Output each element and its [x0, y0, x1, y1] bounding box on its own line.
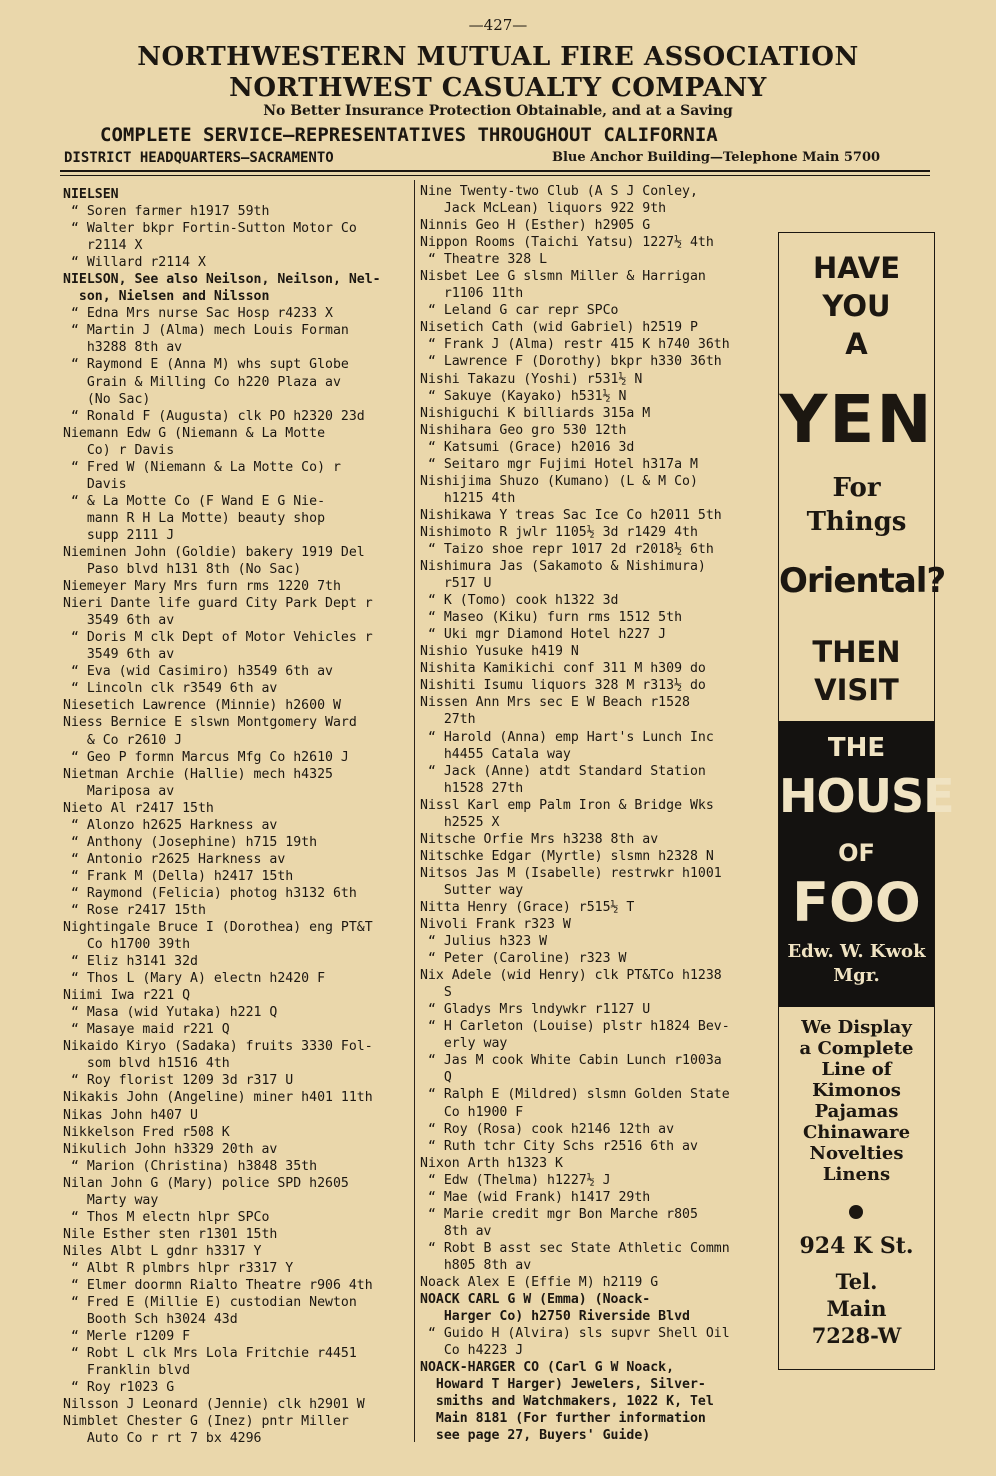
- listing-line: smiths and Watchmakers, 1022 K, Tel: [420, 1394, 714, 1410]
- listing-line: “ Peter (Caroline) r323 W: [420, 951, 627, 967]
- listing-line: “ Sakuye (Kayako) h531½ N: [420, 388, 627, 404]
- listing-line: “ Leland G car repr SPCo: [420, 303, 619, 319]
- listing-line: Niemeyer Mary Mrs furn rms 1220 7th: [63, 579, 341, 595]
- listing-line: “ Merle r1209 F: [63, 1329, 191, 1345]
- listing-line: Nilan John G (Mary) police SPD h2605: [63, 1175, 349, 1191]
- listing-line: “ Soren farmer h1917 59th: [63, 204, 270, 220]
- listing-line: Nishimoto R jwlr 1105½ 3d r1429 4th: [420, 524, 698, 540]
- listing-line: “ Geo P formn Marcus Mfg Co h2610 J: [63, 749, 349, 765]
- listing-line: Main 8181 (For further information: [420, 1411, 706, 1427]
- ad-display-line: Line of: [821, 1059, 892, 1080]
- listing-line: “ Jack (Anne) atdt Standard Station: [420, 763, 706, 779]
- listing-line: Nikaido Kiryo (Sadaka) fruits 3330 Fol-: [63, 1039, 373, 1055]
- listing-line: Nitschke Edgar (Myrtle) slsmn h2328 N: [420, 848, 714, 864]
- header-title-2: NORTHWEST CASUALTY COMPANY: [229, 73, 767, 103]
- listing-line: Q: [420, 1070, 452, 1086]
- listing-line: “ Walter bkpr Fortin-Sutton Motor Co: [63, 221, 357, 237]
- header-service: COMPLETE SERVICE—REPRESENTATIVES THROUGHOUT CALIFORNIA: [100, 124, 718, 146]
- ad-owner: Edw. W. Kwok: [787, 941, 926, 962]
- listing-line: “ Theatre 328 L: [420, 252, 548, 268]
- header-district: DISTRICT HEADQUARTERS—SACRAMENTO: [64, 150, 334, 166]
- listing-line: “ Alonzo h2625 Harkness av: [63, 817, 278, 833]
- listing-line: 3549 6th av: [63, 647, 175, 663]
- ad-display-line: Linens: [822, 1164, 891, 1185]
- left-column-listings: [63, 186, 413, 1447]
- listing-line: “ Roy (Rosa) cook h2146 12th av: [420, 1121, 675, 1137]
- listing-line: “ Julius h323 W: [420, 934, 548, 950]
- ad-top-panel: [779, 233, 946, 721]
- listing-line: “ Katsumi (Grace) h2016 3d: [420, 439, 635, 455]
- listing-line: “ Seitaro mgr Fujimi Hotel h317a M: [420, 456, 698, 472]
- listing-line: 3549 6th av: [63, 613, 175, 629]
- listing-line: Ninnis Geo H (Esther) h2905 G: [420, 218, 651, 234]
- listing-line: h1528 27th: [420, 780, 524, 796]
- listing-line: mann R H La Motte) beauty shop: [63, 510, 326, 526]
- ad-have: HAVE: [813, 251, 900, 285]
- listing-line: “ H Carleton (Louise) plstr h1824 Bev-: [420, 1019, 730, 1035]
- header-rule: [60, 170, 930, 172]
- listing-line: “ Marion (Christina) h3848 35th: [63, 1158, 318, 1174]
- listing-line: Jack McLean) liquors 922 9th: [420, 201, 667, 217]
- listing-line: “ Albt R plmbrs hlpr r3317 Y: [63, 1260, 294, 1276]
- listing-line: Co h4223 J: [420, 1343, 524, 1359]
- listing-line: Franklin blvd: [63, 1363, 191, 1379]
- listing-line: Nishiguchi K billiards 315a M: [420, 405, 651, 421]
- listing-line: “ Gladys Mrs lndywkr r1127 U: [420, 1002, 651, 1018]
- header-building: Blue Anchor Building—Telephone Main 5700: [552, 150, 881, 165]
- listing-line: Nikkelson Fred r508 K: [63, 1124, 230, 1140]
- listing-line: r1106 11th: [420, 286, 524, 302]
- ad-a: A: [845, 327, 868, 361]
- listing-line: “ Edna Mrs nurse Sac Hosp r4233 X: [63, 306, 333, 322]
- listing-line: h3288 8th av: [63, 340, 183, 356]
- ad-you: YOU: [822, 289, 891, 323]
- ad-the: THE: [827, 733, 886, 763]
- ad-house: HOUSE: [779, 769, 954, 823]
- listing-line: “ Thos L (Mary A) electn h2420 F: [63, 971, 326, 987]
- listing-line: “ K (Tomo) cook h1322 3d: [420, 593, 619, 609]
- listing-line: Nieri Dante life guard City Park Dept r: [63, 596, 373, 612]
- listing-line: Howard T Harger) Jewelers, Silver-: [420, 1377, 706, 1393]
- listing-line: Nikakis John (Angeline) miner h401 11th: [63, 1090, 373, 1106]
- listing-line: “ Masa (wid Yutaka) h221 Q: [63, 1005, 278, 1021]
- listing-line: “ Eva (wid Casimiro) h3549 6th av: [63, 664, 333, 680]
- ad-display-line: Chinaware: [802, 1122, 911, 1143]
- listing-line: Davis: [63, 476, 127, 492]
- listing-line: Nikulich John h3329 20th av: [63, 1141, 278, 1157]
- listing-line: Niess Bernice E slswn Montgomery Ward: [63, 715, 357, 731]
- listing-line: “ Jas M cook White Cabin Lunch r1003a: [420, 1053, 722, 1069]
- listing-line: Co h1700 39th: [63, 937, 191, 953]
- listing-line: “ Anthony (Josephine) h715 19th: [63, 834, 318, 850]
- listing-line: Niimi Iwa r221 Q: [63, 988, 191, 1004]
- listing-line: Co h1900 F: [420, 1104, 524, 1120]
- ad-manager: Mgr.: [833, 965, 880, 986]
- ad-display-line: Pajamas: [814, 1101, 899, 1122]
- listing-line: NIELSEN: [63, 187, 119, 202]
- listing-line: Marty way: [63, 1192, 159, 1208]
- listing-line: Co) r Davis: [63, 442, 175, 458]
- ad-bottom-panel: [779, 1007, 934, 1369]
- listing-line: Nishi Takazu (Yoshi) r531½ N: [420, 371, 643, 387]
- header-rule-thin: [60, 175, 930, 176]
- ad-of: OF: [838, 839, 875, 867]
- listing-line: Nieto Al r2417 15th: [63, 800, 214, 816]
- listing-line: som blvd h1516 4th: [63, 1056, 230, 1072]
- listing-line: r517 U: [420, 576, 492, 592]
- listing-line: Nishita Kamikichi conf 311 M h309 do: [420, 661, 706, 677]
- ad-oriental: Oriental?: [779, 561, 946, 601]
- listing-line: “ Harold (Anna) emp Hart's Lunch Inc: [420, 729, 714, 745]
- listing-line: Nishikawa Y treas Sac Ice Co h2011 5th: [420, 507, 722, 523]
- listing-line: “ Elmer doormn Rialto Theatre r906 4th: [63, 1278, 373, 1293]
- listing-line: “ Fred E (Millie E) custodian Newton: [63, 1295, 357, 1311]
- ad-display-line: We Display: [801, 1017, 912, 1038]
- listing-line: “ Lincoln clk r3549 6th av: [63, 681, 278, 697]
- listing-line: “ Ruth tchr City Schs r2516 6th av: [420, 1138, 698, 1154]
- listing-line: h4455 Catala way: [420, 746, 571, 762]
- listing-line: Noack Alex E (Effie M) h2119 G: [420, 1275, 659, 1290]
- listing-line: Nissen Ann Mrs sec E W Beach r1528: [420, 695, 690, 711]
- listing-line: NOACK-HARGER CO (Carl G W Noack,: [420, 1360, 675, 1376]
- listing-line: Mariposa av: [63, 783, 175, 799]
- ad-foo: FOO: [792, 871, 921, 934]
- listing-line: Nivoli Frank r323 W: [420, 917, 571, 933]
- ad-display-line: Kimonos: [812, 1080, 901, 1101]
- ad-visit: VISIT: [814, 673, 899, 707]
- listing-line: Grain & Milling Co h220 Plaza av: [63, 374, 341, 390]
- listing-line: see page 27, Buyers' Guide): [420, 1428, 651, 1444]
- listing-line: Nine Twenty-two Club (A S J Conley,: [420, 184, 698, 199]
- ad-tel-line: 7228-W: [811, 1323, 902, 1348]
- listing-line: “ Uki mgr Diamond Hotel h227 J: [420, 627, 667, 643]
- listing-line: Nightingale Bruce I (Dorothea) eng PT&T: [63, 920, 373, 936]
- listing-line: Nishiti Isumu liquors 328 M r313½ do: [420, 678, 706, 694]
- listing-line: Harger Co) h2750 Riverside Blvd: [420, 1309, 690, 1325]
- ad-display-line: a Complete: [799, 1038, 914, 1059]
- page-number: —427—: [468, 16, 528, 34]
- listing-line: Nitta Henry (Grace) r515½ T: [420, 899, 635, 915]
- listing-line: & Co r2610 J: [63, 732, 183, 748]
- listing-line: Niemann Edw G (Niemann & La Motte: [63, 425, 326, 441]
- ad-display-line: Novelties: [809, 1143, 904, 1164]
- listing-line: NOACK CARL G W (Emma) (Noack-: [420, 1292, 651, 1308]
- listing-line: “ Thos M electn hlpr SPCo: [63, 1209, 270, 1225]
- ad-things: Things: [806, 507, 907, 537]
- ad-yen: YEN: [779, 381, 934, 458]
- listing-line: “ Maseo (Kiku) furn rms 1512 5th: [420, 610, 683, 626]
- listing-line: Nitsos Jas M (Isabelle) restrwkr h1001: [420, 865, 722, 881]
- ad-tel-line: Tel.: [835, 1269, 878, 1294]
- listing-line: Booth Sch h3024 43d: [63, 1312, 238, 1328]
- ad-house-of-foo-panel: [779, 721, 954, 1007]
- listing-line: Nietman Archie (Hallie) mech h4325: [63, 766, 333, 782]
- listing-line: Nixon Arth h1323 K: [420, 1155, 563, 1171]
- listing-line: “ Rose r2417 15th: [63, 902, 206, 918]
- listing-line: son, Nielsen and Nilsson: [63, 289, 270, 305]
- listing-line: (No Sac): [63, 391, 151, 407]
- listing-line: “ Willard r2114 X: [63, 255, 206, 271]
- header-tagline: No Better Insurance Protection Obtainable, and at a Saving: [263, 103, 733, 119]
- listing-line: Nishihara Geo gro 530 12th: [420, 422, 627, 438]
- listing-line: Nieminen John (Goldie) bakery 1919 Del: [63, 544, 365, 560]
- listing-line: r2114 X: [63, 238, 143, 254]
- listing-line: Auto Co r rt 7 bx 4296: [63, 1431, 262, 1447]
- listing-line: h805 8th av: [420, 1257, 532, 1273]
- listing-line: Nishijima Shuzo (Kumano) (L & M Co): [420, 473, 698, 489]
- bullet-dot-icon: [849, 1205, 863, 1219]
- listing-line: Nissl Karl emp Palm Iron & Bridge Wks: [420, 797, 714, 813]
- listing-line: Nikas John h407 U: [63, 1107, 198, 1123]
- listing-line: Nisetich Cath (wid Gabriel) h2519 P: [420, 320, 698, 336]
- listing-line: “ Roy r1023 G: [63, 1380, 175, 1396]
- listing-line: S: [420, 985, 452, 1001]
- listing-line: “ Robt L clk Mrs Lola Fritchie r4451: [63, 1346, 357, 1362]
- listing-line: “ Antonio r2625 Harkness av: [63, 851, 286, 867]
- listing-line: “ Roy florist 1209 3d r317 U: [63, 1073, 294, 1089]
- listing-line: “ Eliz h3141 32d: [63, 954, 198, 970]
- listing-line: Nisbet Lee G slsmn Miller & Harrigan: [420, 269, 706, 285]
- listing-line: “ Mae (wid Frank) h1417 29th: [420, 1189, 651, 1205]
- listing-line: Nimblet Chester G (Inez) pntr Miller: [63, 1414, 349, 1430]
- listing-line: “ Martin J (Alma) mech Louis Forman: [63, 323, 349, 339]
- listing-line: “ Guido H (Alvira) sls supvr Shell Oil: [420, 1326, 730, 1342]
- listing-line: “ Raymond (Felicia) photog h3132 6th: [63, 885, 357, 901]
- listing-line: “ Ronald F (Augusta) clk PO h2320 23d: [63, 408, 365, 424]
- listing-line: 8th av: [420, 1223, 492, 1239]
- listing-line: “ Masaye maid r221 Q: [63, 1022, 230, 1038]
- listing-line: “ Ralph E (Mildred) slsmn Golden State: [420, 1087, 730, 1103]
- listing-line: “ Raymond E (Anna M) whs supt Globe: [63, 357, 349, 373]
- header-title-1: NORTHWESTERN MUTUAL FIRE ASSOCIATION: [137, 42, 859, 72]
- listing-line: “ Marie credit mgr Bon Marche r805: [420, 1206, 698, 1222]
- listing-line: “ Lawrence F (Dorothy) bkpr h330 36th: [420, 354, 722, 370]
- listing-line: Nilsson J Leonard (Jennie) clk h2901 W: [63, 1397, 365, 1413]
- listing-line: Nippon Rooms (Taichi Yatsu) 1227½ 4th: [420, 235, 714, 251]
- listing-line: h2525 X: [420, 814, 500, 830]
- listing-line: Nile Esther sten r1301 15th: [63, 1226, 278, 1242]
- ad-tel-line: Main: [826, 1296, 887, 1321]
- listing-line: NIELSON, See also Neilson, Neilson, Nel-: [63, 272, 381, 288]
- listing-line: Niles Albt L gdnr h3317 Y: [63, 1243, 262, 1259]
- listing-line: 27th: [420, 712, 476, 728]
- listing-line: “ Doris M clk Dept of Motor Vehicles r: [63, 630, 373, 646]
- listing-line: supp 2111 J: [63, 527, 175, 543]
- listing-line: Nishimura Jas (Sakamoto & Nishimura): [420, 559, 706, 575]
- middle-column-listings: [420, 183, 776, 1444]
- listing-line: h1215 4th: [420, 490, 516, 506]
- column-divider: [414, 180, 415, 1442]
- ad-address: 924 K St.: [799, 1233, 914, 1259]
- listing-line: Nix Adele (wid Henry) clk PT&TCo h1238: [420, 968, 722, 984]
- listing-line: “ Frank M (Della) h2417 15th: [63, 868, 294, 884]
- ad-then: THEN: [812, 635, 901, 669]
- listing-line: “ Frank J (Alma) restr 415 K h740 36th: [420, 337, 730, 353]
- listing-line: Niesetich Lawrence (Minnie) h2600 W: [63, 698, 341, 714]
- listing-line: Nitsche Orfie Mrs h3238 8th av: [420, 831, 659, 847]
- listing-line: erly way: [420, 1036, 508, 1052]
- listing-line: Sutter way: [420, 882, 524, 898]
- house-of-foo-advertisement: [778, 232, 954, 1370]
- listing-line: “ Taizo shoe repr 1017 2d r2018½ 6th: [420, 541, 714, 557]
- listing-line: Nishio Yusuke h419 N: [420, 644, 579, 660]
- listing-line: “ Edw (Thelma) h1227½ J: [420, 1172, 611, 1188]
- listing-line: “ & La Motte Co (F Wand E G Nie-: [63, 493, 326, 509]
- listing-line: “ Fred W (Niemann & La Motte Co) r: [63, 459, 341, 475]
- listing-line: Paso blvd h131 8th (No Sac): [63, 562, 302, 578]
- ad-for: For: [832, 473, 881, 503]
- listing-line: “ Robt B asst sec State Athletic Commn: [420, 1240, 730, 1256]
